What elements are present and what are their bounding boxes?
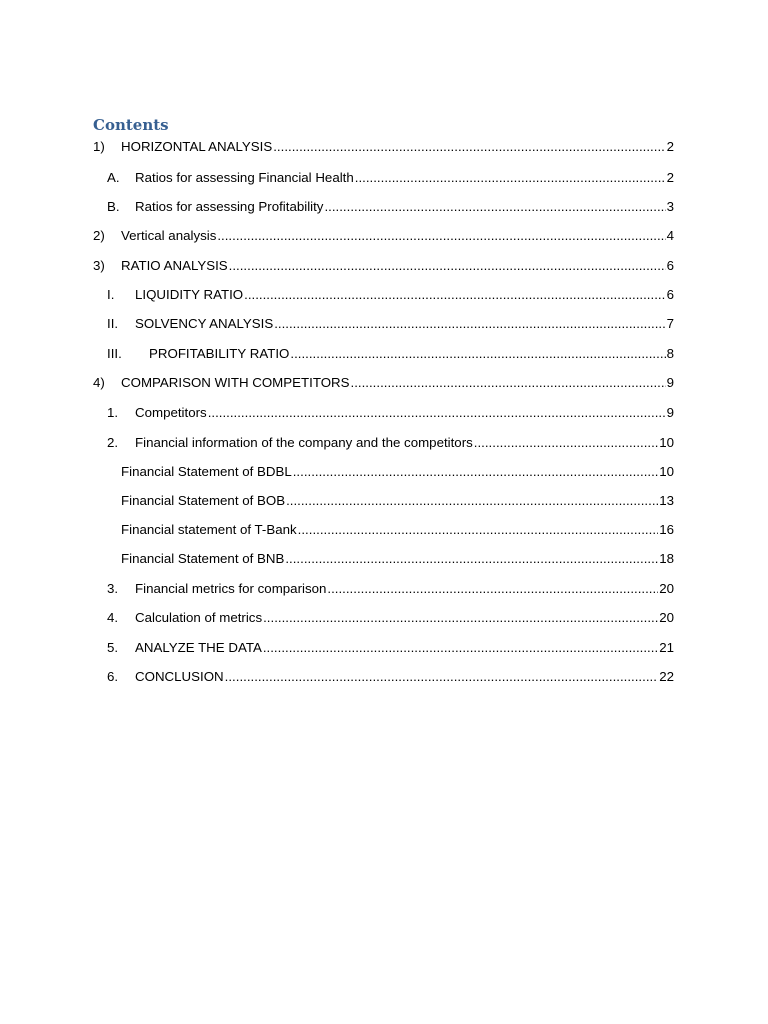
toc-entry-label: Financial Statement of BOB: [121, 493, 286, 508]
toc-entry[interactable]: [93, 139, 674, 155]
toc-dot-leader: [351, 375, 666, 391]
toc-entry-number: II.: [107, 316, 119, 331]
toc-entry-label: Financial statement of T-Bank: [121, 522, 297, 537]
toc-dot-leader: [285, 551, 658, 567]
toc-entry-page: 6: [666, 258, 674, 273]
toc-entry[interactable]: [107, 669, 674, 685]
toc-entry[interactable]: [107, 316, 674, 332]
toc-entry-page: 2: [666, 139, 674, 154]
toc-dot-leader: [274, 316, 665, 332]
toc-entry-label: Ratios for assessing Financial Health: [135, 170, 354, 185]
toc-entry-label: Vertical analysis: [121, 228, 217, 243]
toc-dot-leader: [298, 522, 659, 538]
toc-entry-number: B.: [107, 199, 120, 214]
toc-entry-page: 6: [666, 287, 674, 302]
toc-dot-leader: [290, 346, 665, 362]
toc-entry-number: III.: [107, 346, 122, 361]
toc-dot-leader: [263, 640, 658, 656]
toc-entry[interactable]: [93, 375, 674, 391]
toc-entry[interactable]: [121, 493, 674, 509]
toc-dot-leader: [225, 669, 659, 685]
toc-dot-leader: [293, 464, 658, 480]
toc-entry-number: A.: [107, 170, 120, 185]
toc-dot-leader: [244, 287, 665, 303]
toc-title: Contents: [93, 116, 169, 134]
toc-entry-page: 7: [666, 316, 674, 331]
toc-entry-label: Ratios for assessing Profitability: [135, 199, 324, 214]
toc-dot-leader: [324, 199, 665, 215]
toc-dot-leader: [286, 493, 658, 509]
toc-entry[interactable]: [121, 551, 674, 567]
toc-entry-label: LIQUIDITY RATIO: [135, 287, 244, 302]
toc-entry-label: CONCLUSION: [135, 669, 224, 684]
toc-entry[interactable]: [107, 405, 674, 421]
toc-entry-number: 1.: [107, 405, 119, 420]
toc-entry[interactable]: [107, 170, 674, 186]
toc-entry-label: Financial Statement of BDBL: [121, 464, 292, 479]
toc-entry-number: 2): [93, 228, 105, 243]
toc-entry-number: 3): [93, 258, 105, 273]
toc-entry-page: 4: [666, 228, 674, 243]
toc-entry-label: ANALYZE THE DATA: [135, 640, 262, 655]
toc-entry[interactable]: [107, 610, 674, 626]
toc-entry-label: PROFITABILITY RATIO: [149, 346, 290, 361]
toc-entry[interactable]: [93, 228, 674, 244]
toc-entry-number: 4): [93, 375, 105, 390]
toc-entry-label: HORIZONTAL ANALYSIS: [121, 139, 273, 154]
toc-dot-leader: [355, 170, 666, 186]
toc-entry-page: 2: [666, 170, 674, 185]
toc-dot-leader: [273, 139, 665, 155]
toc-entry-page: 3: [666, 199, 674, 214]
toc-dot-leader: [208, 405, 666, 421]
toc-dot-leader: [474, 435, 658, 451]
toc-entry-label: Financial Statement of BNB: [121, 551, 285, 566]
toc-entry-label: Competitors: [135, 405, 207, 420]
toc-entry-page: 21: [659, 640, 674, 655]
toc-entry[interactable]: [107, 199, 674, 215]
toc-entry-page: 22: [659, 669, 674, 684]
toc-entry[interactable]: [107, 640, 674, 656]
toc-entry[interactable]: [93, 258, 674, 274]
toc-entry[interactable]: [121, 464, 674, 480]
toc-entry-page: 16: [659, 522, 674, 537]
toc-entry[interactable]: [107, 346, 674, 362]
toc-entry[interactable]: [107, 287, 674, 303]
toc-entry-page: 18: [659, 551, 674, 566]
toc-entry-number: I.: [107, 287, 115, 302]
toc-entry-number: 4.: [107, 610, 119, 625]
toc-entry[interactable]: [107, 581, 674, 597]
toc-entry-number: 2.: [107, 435, 119, 450]
toc-entry-number: 1): [93, 139, 105, 154]
toc-entry-page: 8: [666, 346, 674, 361]
toc-entry-number: 5.: [107, 640, 119, 655]
toc-entry-label: RATIO ANALYSIS: [121, 258, 228, 273]
toc-entry-label: Financial information of the company and the competitors: [135, 435, 473, 450]
toc-entry-label: Calculation of metrics: [135, 610, 263, 625]
toc-entry-page: 10: [659, 435, 674, 450]
toc-entry-page: 20: [659, 581, 674, 596]
toc-entry-page: 10: [659, 464, 674, 479]
toc-dot-leader: [217, 228, 665, 244]
toc-entry[interactable]: [107, 435, 674, 451]
toc-entry[interactable]: [121, 522, 674, 538]
toc-entry-page: 9: [666, 375, 674, 390]
toc-entry-label: Financial metrics for comparison: [135, 581, 327, 596]
toc-dot-leader: [327, 581, 658, 597]
toc-entry-label: SOLVENCY ANALYSIS: [135, 316, 274, 331]
toc-entry-number: 6.: [107, 669, 119, 684]
toc-entry-label: COMPARISON WITH COMPETITORS: [121, 375, 350, 390]
toc-entry-number: 3.: [107, 581, 119, 596]
toc-dot-leader: [263, 610, 658, 626]
toc-dot-leader: [229, 258, 666, 274]
toc-entry-page: 9: [666, 405, 674, 420]
toc-entry-page: 20: [659, 610, 674, 625]
toc-entry-page: 13: [659, 493, 674, 508]
